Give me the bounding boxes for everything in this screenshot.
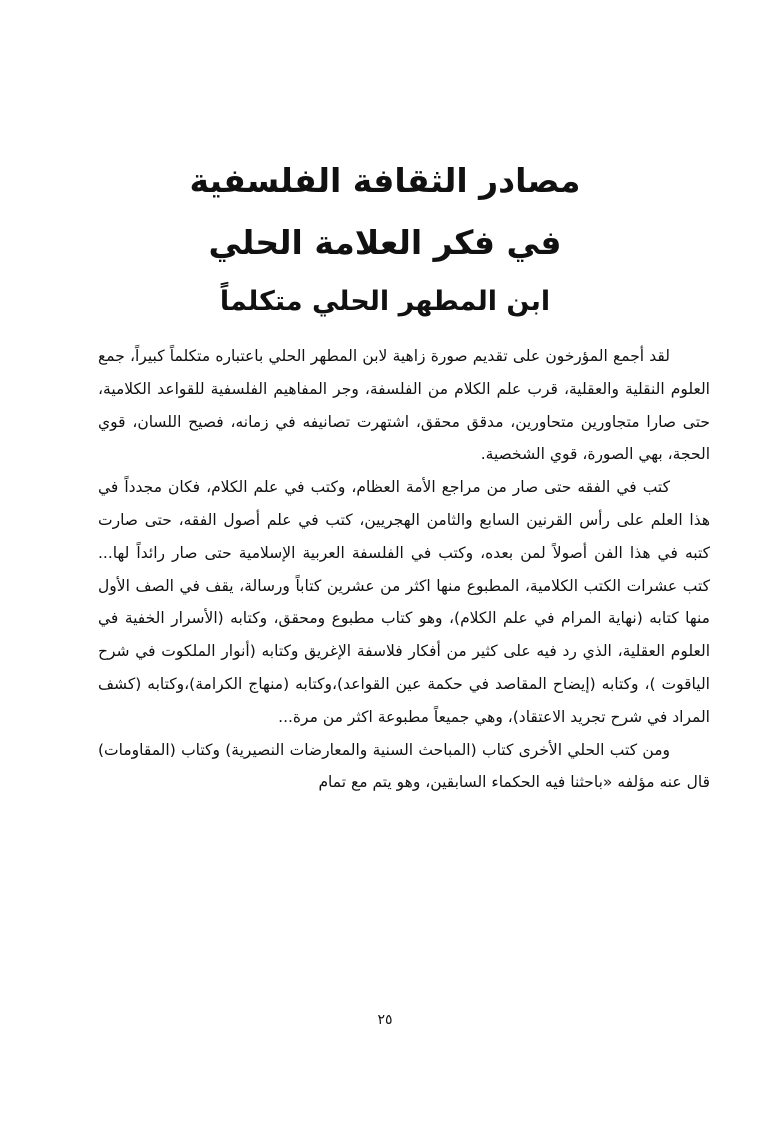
title-line-1: مصادر الثقافة الفلسفية xyxy=(189,161,581,200)
paragraph-1: لقد أجمع المؤرخون على تقديم صورة زاهية لابن المطهر الحلي باعتباره متكلماً كبيراً، جمع العلوم النقلية والعقلية، قرب علم الكلام من الفلسفة، وجر المفاهيم الفلسفية للقواعد الكلامية، حتى صارا متجاورين متحاورين، مدقق محقق، اشتهرت تصانيفه في زمانه، فصيح اللسان، قوي الحجة، بهي الصورة، قوي الشخصية. xyxy=(98,347,710,464)
paragraph-2: كتب في الفقه حتى صار من مراجع الأمة العظام، وكتب في علم الكلام، فكان مجدداً في هذا العلم على رأس القرنين السابع والثامن الهجريين، كتب في علم أصول الفقه، حتى صارت كتبه في هذا الفن أصولاً لمن بعده، وكتب في الفلسفة العربية الإسلامية حتى صار رائداً لها... كتب عشرات الكتب الكلامية، المطبوع منها اكثر من عشرين كتاباً ورسالة، يقف في الصف الأول منها كتابه (نهاية المرام في علم الكلام)، وهو كتاب مطبوع ومحقق، وكتابه (الأسرار الخفية في العلوم العقلية، الذي رد فيه على كثير من أفكار فلاسفة الإغريق وكتابه (أنوار الملكوت في شرح الياقوت )، وكتابه (إيضاح المقاصد في حكمة عين القواعد)،وكتابه (منهاج الكرامة)،وكتابه (كشف المراد في شرح تجريد الاعتقاد)، وهي جميعاً مطبوعة اكثر من مرة... xyxy=(98,478,710,726)
title-block xyxy=(160,150,610,328)
subtitle: ابن المطهر الحلي متكلماً xyxy=(219,286,551,317)
paragraph-3: ومن كتب الحلي الأخرى كتاب (المباحث السنية والمعارضات النصيرية) وكتاب (المقاومات) قال عنه مؤلفه «باحثنا فيه الحكماء السابقين، وهو يتم مع تمام xyxy=(98,740,710,792)
body-text xyxy=(98,340,710,799)
page-number: ٢٥ xyxy=(377,1012,393,1028)
title-line-2: في فكر العلامة الحلي xyxy=(208,223,562,262)
